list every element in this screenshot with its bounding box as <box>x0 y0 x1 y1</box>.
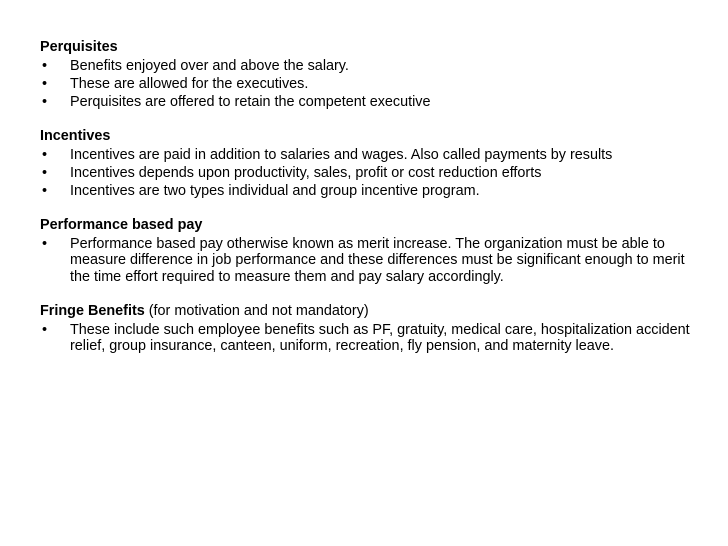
list-item-text: Performance based pay otherwise known as merit increase. The organization must be able to measure difference in job performance and these differences must be significant enough to merit the time effort required to measure them and pay salary accordingly. <box>70 235 685 285</box>
bullet-list <box>40 58 690 111</box>
section-heading <box>40 38 690 56</box>
list-item <box>40 236 690 286</box>
list-item <box>40 94 690 111</box>
bullet-icon: • <box>42 57 48 74</box>
heading-note: (for motivation and not mandatory) <box>144 303 369 319</box>
list-item-text: Incentives depends upon productivity, sales, profit or cost reduction efforts <box>70 164 542 181</box>
heading-text: Fringe Benefits <box>40 303 145 319</box>
section-heading <box>40 216 690 234</box>
list-item-text: Incentives are paid in addition to salaries and wages. Also called payments by results <box>70 146 613 163</box>
list-item-text: These are allowed for the executives. <box>70 75 309 92</box>
list-item-text: These include such employee benefits such as PF, gratuity, medical care, hospitalization accident relief, group insurance, canteen, uniform, recreation, fly pension, and maternity leave. <box>70 321 690 354</box>
section-fringe-benefits <box>40 302 690 355</box>
list-item <box>40 322 690 355</box>
bullet-icon: • <box>42 235 48 252</box>
bullet-icon: • <box>42 146 48 163</box>
list-item <box>40 76 690 93</box>
bullet-icon: • <box>42 75 48 92</box>
bullet-list <box>40 322 690 355</box>
slide-content <box>40 38 690 355</box>
section-incentives <box>40 127 690 199</box>
list-item <box>40 165 690 182</box>
list-item-text: Incentives are two types individual and group incentive program. <box>70 182 480 199</box>
bullet-icon: • <box>42 93 48 110</box>
bullet-list <box>40 147 690 200</box>
bullet-icon: • <box>42 164 48 181</box>
heading-text: Performance based pay <box>40 217 203 233</box>
heading-text: Incentives <box>40 128 111 144</box>
bullet-icon: • <box>42 182 48 199</box>
section-heading <box>40 302 690 320</box>
list-item <box>40 147 690 164</box>
list-item <box>40 58 690 75</box>
list-item-text: Benefits enjoyed over and above the salary. <box>70 57 349 74</box>
list-item-text: Perquisites are offered to retain the competent executive <box>70 93 431 110</box>
bullet-list <box>40 236 690 286</box>
heading-text: Perquisites <box>40 39 118 55</box>
section-heading <box>40 127 690 145</box>
section-performance-based-pay <box>40 216 690 285</box>
list-item <box>40 183 690 200</box>
bullet-icon: • <box>42 321 48 338</box>
section-perquisites <box>40 38 690 110</box>
